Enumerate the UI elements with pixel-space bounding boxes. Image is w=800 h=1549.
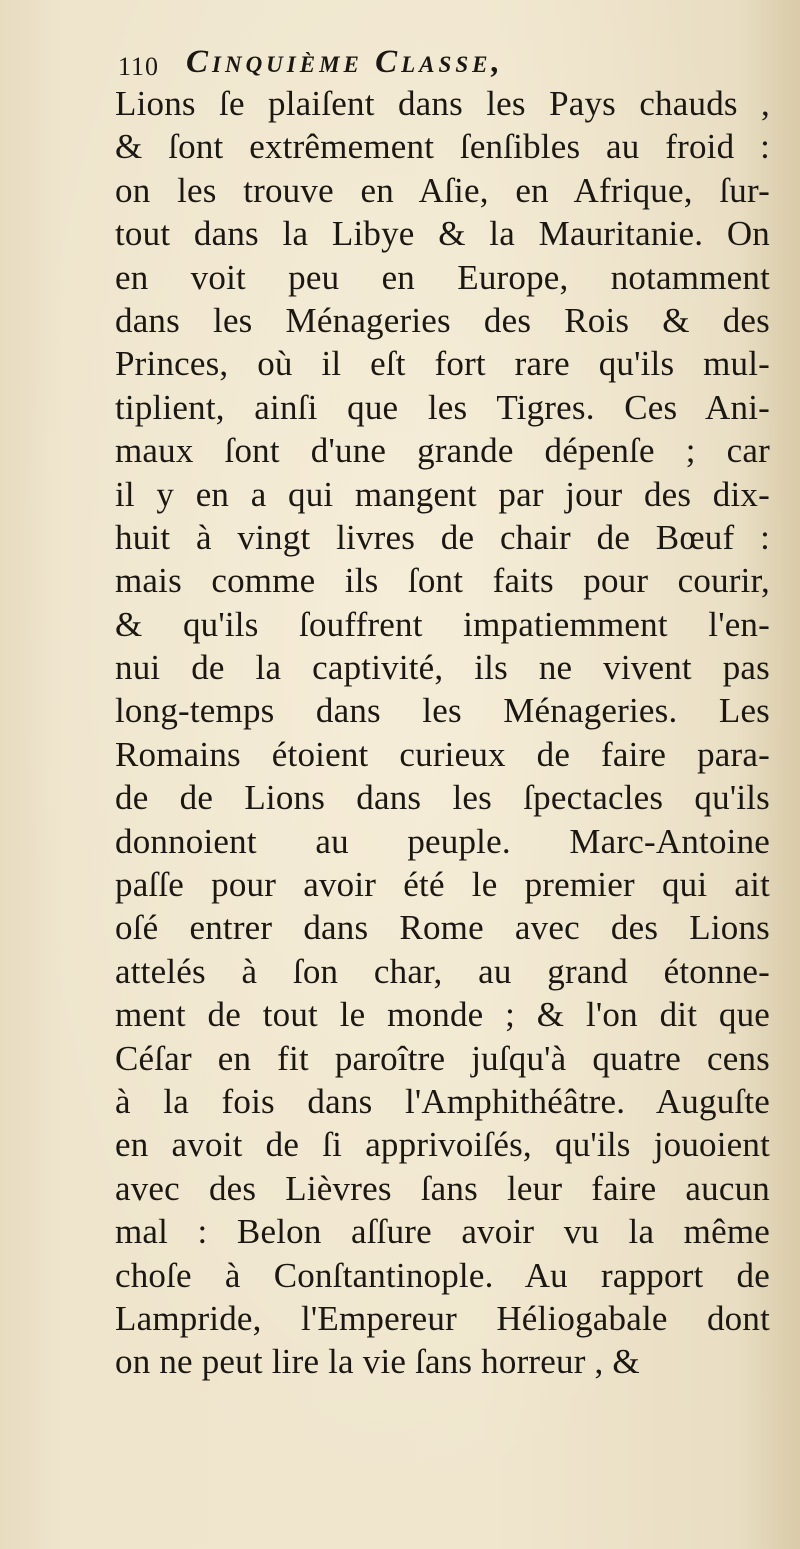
text-line: tiplient, ainſi que les Tigres. Ces Ani- bbox=[115, 387, 770, 427]
text-line: on ne peut lire la vie ſans horreur , & bbox=[115, 1342, 640, 1382]
text-line: nui de la captivité, ils ne vivent pas bbox=[115, 648, 770, 688]
running-title: Cinquième Classe, bbox=[186, 44, 504, 80]
text-line: donnoient au peuple. Marc-Antoine bbox=[115, 821, 770, 861]
page-number: 110 bbox=[118, 52, 160, 81]
text-line: en voit peu en Europe, notamment bbox=[115, 257, 770, 297]
text-line: choſe à Conſtantinople. Au rapport de bbox=[115, 1255, 770, 1295]
text-line: tout dans la Libye & la Mauritanie. On bbox=[115, 214, 770, 254]
text-line: Lions ſe plaiſent dans les Pays chauds , bbox=[115, 84, 770, 123]
text-line: ment de tout le monde ; & l'on dit que bbox=[115, 995, 770, 1035]
text-line: & qu'ils ſouffrent impatiemment l'en- bbox=[115, 604, 770, 644]
text-line: maux ſont d'une grande dépenſe ; car bbox=[115, 431, 770, 471]
text-line: huit à vingt livres de chair de Bœuf : bbox=[115, 517, 770, 557]
text-line: & ſont extrêmement ſenſibles au froid : bbox=[115, 127, 770, 167]
text-line: à la fois dans l'Amphithéâtre. Auguſte bbox=[115, 1081, 770, 1121]
text-line: oſé entrer dans Rome avec des Lions bbox=[115, 908, 770, 948]
text-line: paſſe pour avoir été le premier qui ait bbox=[115, 865, 770, 905]
text-line: mais comme ils ſont faits pour courir, bbox=[115, 561, 770, 601]
text-line: long-temps dans les Ménageries. Les bbox=[115, 691, 770, 731]
text-line: avec des Lièvres ſans leur faire aucun bbox=[115, 1168, 770, 1208]
text-line: il y en a qui mangent par jour des dix- bbox=[115, 474, 770, 514]
body-text bbox=[115, 82, 770, 1384]
text-line: Princes, où il eſt fort rare qu'ils mul- bbox=[115, 344, 770, 384]
text-line: Lampride, l'Empereur Héliogabale dont bbox=[115, 1298, 770, 1338]
text-line: mal : Belon aſſure avoir vu la même bbox=[115, 1212, 770, 1252]
text-line: Romains étoient curieux de faire para- bbox=[115, 734, 770, 774]
text-line: dans les Ménageries des Rois & des bbox=[115, 300, 770, 340]
text-line: Céſar en fit paroître juſqu'à quatre cens bbox=[115, 1038, 770, 1078]
text-line: on les trouve en Aſie, en Afrique, ſur- bbox=[115, 170, 770, 210]
text-line: en avoit de ſi apprivoiſés, qu'ils jouoient bbox=[115, 1125, 770, 1165]
text-line: de de Lions dans les ſpectacles qu'ils bbox=[115, 778, 770, 818]
text-line: attelés à ſon char, au grand étonne- bbox=[115, 951, 770, 991]
